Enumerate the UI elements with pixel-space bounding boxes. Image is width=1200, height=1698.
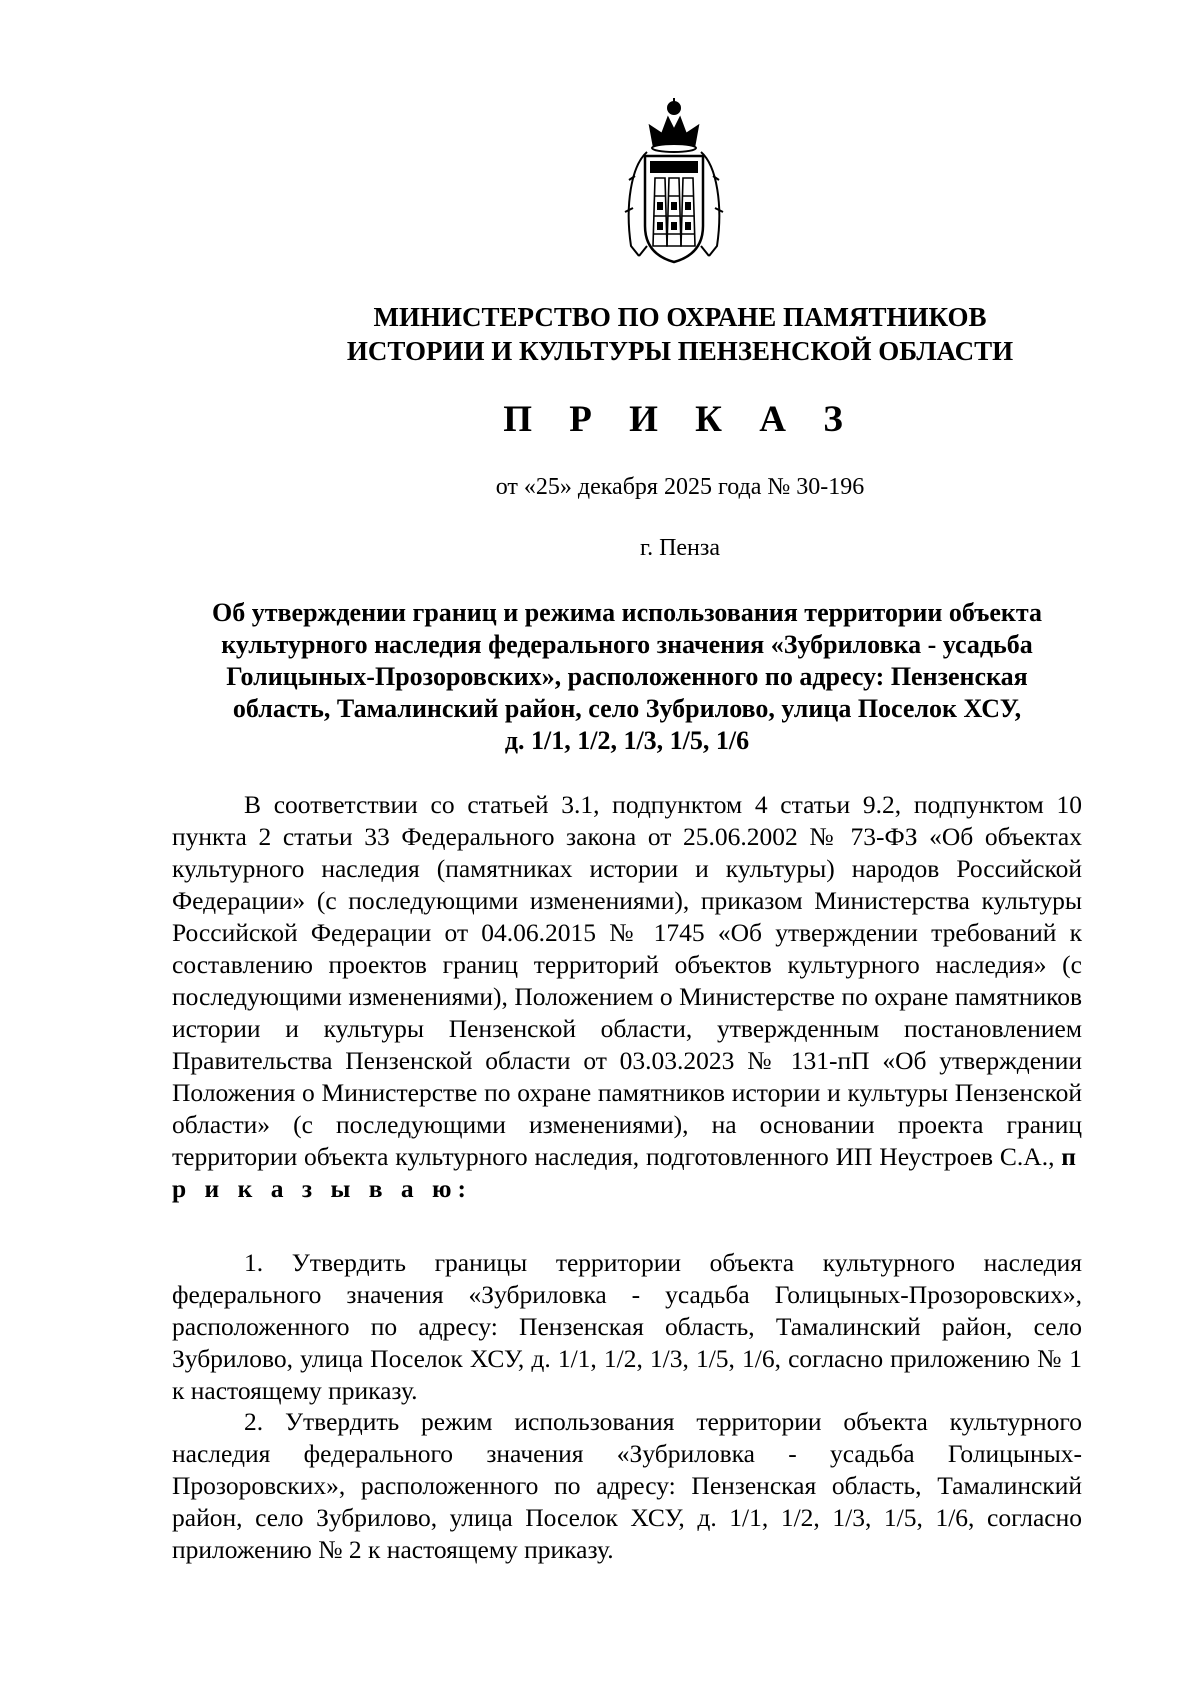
order-item-2-text: 2. Утвердить режим использования территории объекта культурного наследия федерального значения «Зубриловка - усадьба Голицыных-Прозоровских», расположенного по адресу: Пензенская область, Тамалинский район, село Зубрилово, улица Поселок ХСУ, д. 1/1, 1/2, 1/3, 1/5, 1/6, согласно приложению № 2 к настоящему приказу. (172, 1407, 1082, 1564)
title-line-3: Голицыных-Прозоровских», расположенного по адресу: Пензенская (226, 662, 1028, 691)
document-date-number: от «25» декабря 2025 года № 30-196 (495, 474, 865, 500)
document-type: П Р И К А З (503, 399, 857, 440)
document-city: г. Пенза (639, 535, 721, 561)
title-line-5: д. 1/1, 1/2, 1/3, 1/5, 1/6 (504, 726, 750, 755)
preamble-paragraph (172, 789, 1082, 1205)
preamble-text: В соответствии со статьей 3.1, подпунктом 4 статьи 9.2, подпунктом 10 пункта 2 статьи 33 Федерального закона от 25.06.2002 № 73-ФЗ «Об объектах культурного наследия (памятниках истории и культуры) народов Российской Федерации» (с последующими изменениями), приказом Министерства культуры Российской Федерации от 04.06.2015 № 1745 «Об утверждении требований к составлению проектов границ территорий объектов культурного наследия» (с последующими изменениями), Положением о Министерстве по охране памятников истории и культуры Пензенской области, утвержденным постановлением Правительства Пензенской области от 03.03.2023 № 131-пП «Об утверждении Положения о Министерстве по охране памятников истории и культуры Пензенской области» (с последующими изменениями), на основании проекта границ территории объекта культурного наследия, подготовленного ИП Неустроев С.А., (172, 790, 1082, 1171)
order-word: п р и к а з ы в а ю: (172, 1142, 1082, 1203)
order-item-1-text: 1. Утвердить границы территории объекта культурного наследия федерального значения «Зубриловка - усадьба Голицыных-Прозоровских», расположенного по адресу: Пензенская область, Тамалинский район, село Зубрилово, улица Поселок ХСУ, д. 1/1, 1/2, 1/3, 1/5, 1/6, согласно приложению № 1 к настоящему приказу. (172, 1248, 1082, 1405)
ministry-name-line-1: МИНИСТЕРСТВО ПО ОХРАНЕ ПАМЯТНИКОВ (373, 302, 987, 332)
ministry-name (250, 300, 1110, 368)
order-item-1 (172, 1247, 1082, 1407)
penza-oblast-coat-of-arms-icon (617, 96, 731, 274)
title-line-2: культурного наследия федерального значения «Зубриловка - усадьба (221, 630, 1033, 659)
ministry-name-line-2: ИСТОРИИ И КУЛЬТУРЫ ПЕНЗЕНСКОЙ ОБЛАСТИ (346, 336, 1014, 366)
title-line-1: Об утверждении границ и режима использования территории объекта (212, 598, 1042, 627)
document-title (172, 597, 1082, 757)
order-item-2 (172, 1406, 1082, 1566)
title-line-4: область, Тамалинский район, село Зубрилово, улица Поселок ХСУ, (232, 694, 1022, 723)
